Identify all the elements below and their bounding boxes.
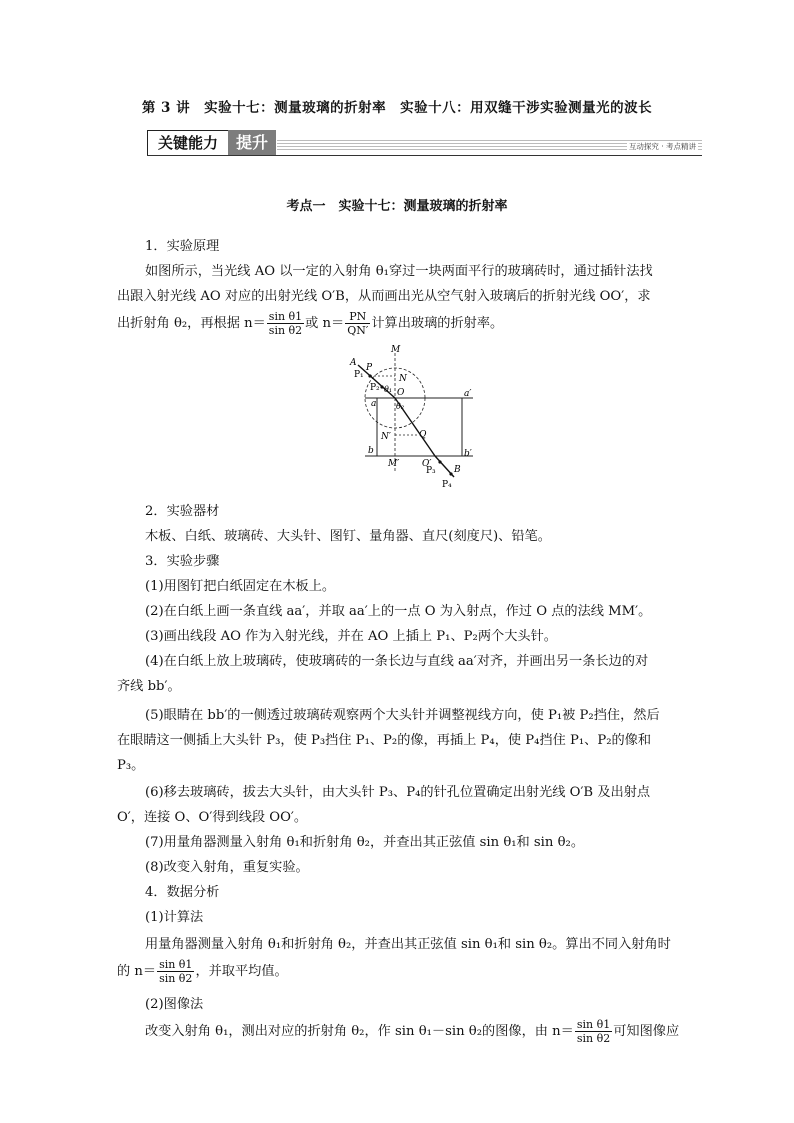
fraction-numerator: sin θ1 [268,310,303,323]
label-n-prime: N′ [381,432,391,442]
step-4-line-2: 齐线 bb′。 [117,679,181,694]
principle-heading: 1．实验原理 [145,239,220,254]
principle-line-2: 出跟入射光线 AO 对应的出射光线 O′B，从而画出光从空气射入玻璃后的折射光线 OO′，求 [117,289,651,304]
method-1-heading: (1)计算法 [145,910,204,925]
method-1-line-1: 用量角器测量入射角 θ₁和折射角 θ₂，并查出其正弦值 sin θ₁和 sin θ₂。算出不同入射角时 [145,937,671,952]
step-7: (7)用量角器测量入射角 θ₁和折射角 θ₂，并查出其正弦值 sin θ₁和 sin θ₂。 [145,835,585,850]
m1-text-b: ，并取平均值。 [195,964,288,979]
banner-main-label: 关键能力 [147,130,229,156]
refraction-diagram [330,345,480,490]
m2-text-b: 可知图像应 [613,1024,680,1039]
step-6-line-2: O′，连接 O、O′得到线段 OO′。 [117,810,308,825]
formula-text-c: 计算出玻璃的折射率。 [371,316,504,331]
label-m-prime: M′ [388,459,400,469]
label-p2: P₂ [370,383,380,393]
label-o-prime: O′ [422,459,432,469]
materials-heading: 2．实验器材 [145,504,220,519]
m1-fraction [157,958,194,985]
step-1: (1)用图钉把白纸固定在木板上。 [145,579,336,594]
step-2: (2)在白纸上画一条直线 aa′，并取 aa′上的一点 O 为入射点，作过 O 点的法线 MM′。 [145,604,652,619]
fraction-denominator: sin θ2 [268,324,303,337]
fraction-denominator: sin θ2 [159,972,193,985]
formula-fraction-length [345,310,370,337]
page-title: 第 3 讲 实验十七：测量玻璃的折射率 实验十八：用双缝干涉实验测量光的波长 [141,100,653,116]
label-a-prime: a′ [464,389,472,399]
step-5-line-2: 在眼睛这一侧插上大头针 P₃，使 P₃挡住 P₁、P₂的像，再插上 P₄，使 P₄挡住 P₁、P₂的像和 [117,733,652,748]
banner-accent-label: 提升 [228,130,276,155]
m1-text-a: 的 n＝ [117,964,157,979]
m2-fraction [575,1018,612,1045]
materials-text: 木板、白纸、玻璃砖、大头针、图钉、量角器、直尺(刻度尺)、铅笔。 [145,529,551,544]
fraction-numerator: sin θ1 [576,1018,611,1031]
label-a-edge: a [371,399,377,409]
fraction-numerator: sin θ1 [159,958,193,971]
step-6-line-1: (6)移去玻璃砖，拔去大头针，由大头针 P₃、P₄的针孔位置确定出射光线 O′B 及出射点 [145,785,651,800]
m2-text-a: 改变入射角 θ₁，测出对应的折射角 θ₂，作 sin θ₁－sin θ₂的图像，由 n＝ [145,1024,574,1039]
label-b-prime: b′ [464,449,472,459]
formula-text-a: 出折射角 θ₂，再根据 n＝ [117,316,266,331]
label-m: M [391,345,401,355]
fraction-numerator: PN [345,310,370,324]
principle-line-1: 如图所示，当光线 AO 以一定的入射角 θ₁穿过一块两面平行的玻璃砖时，通过插针法找 [145,264,653,279]
principle-formula-line [117,306,683,342]
step-3: (3)画出线段 AO 作为入射光线，并在 AO 上插上 P₁、P₂两个大头针。 [145,629,557,644]
glass-block [377,398,462,456]
label-n: N [399,374,407,384]
label-q: Q [419,430,427,440]
analysis-heading: 4．数据分析 [145,885,220,900]
label-p: P [366,363,373,373]
steps-heading: 3．实验步骤 [145,554,220,569]
banner-tag: 互动探究 · 考点精讲 [628,142,696,151]
formula-text-b: 或 n＝ [305,316,345,331]
step-8: (8)改变入射角，重复实验。 [145,860,309,875]
pin-p1 [368,374,371,377]
label-o: O [397,388,405,398]
label-p3: P₃ [426,466,436,476]
step-4-line-1: (4)在白纸上放上玻璃砖，使玻璃砖的一条长边与直线 aa′对齐，并画出另一条长边的对 [145,654,649,669]
method-2-formula-line [117,1014,683,1050]
label-theta2: θ₂ [396,402,405,411]
banner-underline [147,155,702,156]
section-banner [147,130,702,156]
pin-p3 [438,460,441,463]
fraction-denominator: sin θ2 [576,1032,611,1045]
label-theta1: θ₁ [384,385,393,394]
method-1-formula-line [117,954,683,990]
label-b-edge: b [368,446,374,456]
fraction-denominator: QN′ [347,324,369,337]
step-5-line-1: (5)眼睛在 bb′的一侧透过玻璃砖观察两个大头针并调整视线方向，使 P₁被 P₂挡住，然后 [145,708,660,723]
pin-p4 [449,472,452,475]
method-2-heading: (2)图像法 [145,997,204,1012]
formula-fraction-sin [267,310,304,337]
label-p1: P₁ [354,370,364,380]
label-p4: P₄ [442,480,452,490]
label-b-point: B [454,465,461,475]
label-a-point: A [350,358,357,368]
step-5-line-3: P₃。 [117,758,145,773]
section-title: 考点一 实验十七：测量玻璃的折射率 [286,199,508,214]
